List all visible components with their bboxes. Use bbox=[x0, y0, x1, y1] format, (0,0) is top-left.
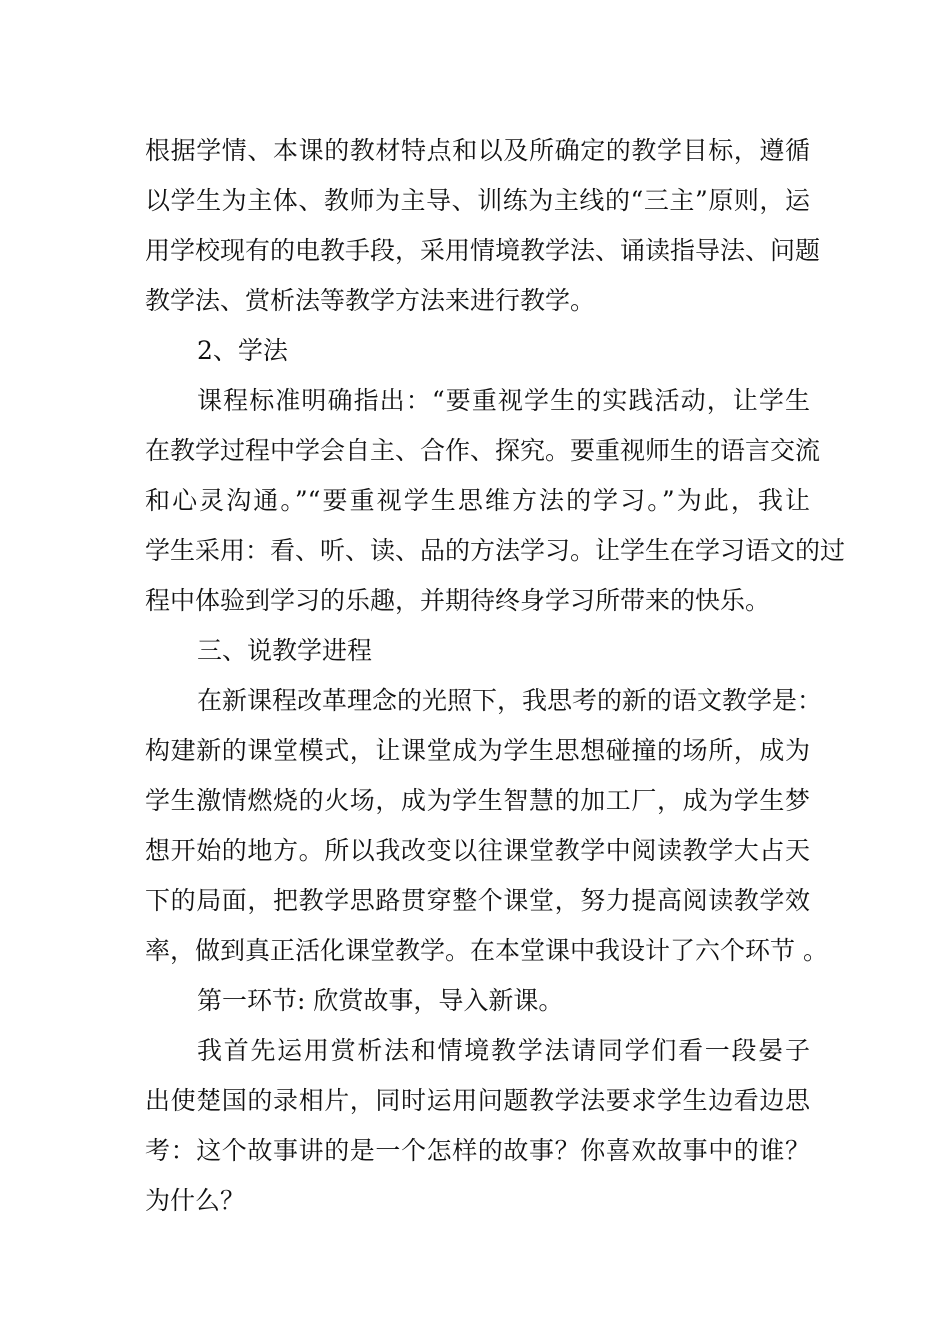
text-line: 出使楚国的录相片，同时运用问题教学法要求学生边看边思 bbox=[145, 1086, 810, 1115]
text-line: 为什么？ bbox=[145, 1186, 246, 1215]
document-body bbox=[145, 126, 846, 1226]
text-line: 在新课程改革理念的光照下，我思考的新的语文教学是： bbox=[197, 686, 823, 715]
text-line: 程中体验到学习的乐趣，并期待终身学习所带来的快乐。 bbox=[145, 586, 771, 615]
text-line: 在教学过程中学会自主、合作、探究。要重视师生的语言交流 bbox=[145, 436, 821, 465]
text-line: 根据学情、本课的教材特点和以及所确定的教学目标，遵循 bbox=[145, 136, 810, 165]
section-heading: 三、说教学进程 bbox=[197, 636, 373, 665]
text-line: 想开始的地方。所以我改变以往课堂教学中阅读教学大占天 bbox=[145, 836, 810, 865]
text-line: 教学法、赏析法等教学方法来进行教学。 bbox=[145, 286, 596, 315]
text-line: 我首先运用赏析法和情境教学法请同学们看一段晏子 bbox=[197, 1036, 810, 1065]
text-line: 学生采用：看、听、读、品的方法学习。让学生在学习语文的过 bbox=[145, 536, 846, 565]
text-line: 学生激情燃烧的火场，成为学生智慧的加工厂，成为学生梦 bbox=[145, 786, 810, 815]
text-line: 用学校现有的电教手段，采用情境教学法、诵读指导法、问题 bbox=[145, 236, 821, 265]
text-line: 和心灵沟通。”“要重视学生思维方法的学习。”为此，我让 bbox=[145, 486, 810, 515]
text-line: 下的局面，把教学思路贯穿整个课堂，努力提高阅读教学效 bbox=[145, 886, 810, 915]
text-line: 以学生为主体、教师为主导、训练为主线的“三主”原则，运 bbox=[145, 186, 810, 215]
text-line: 考：这个故事讲的是一个怎样的故事？你喜欢故事中的谁？ bbox=[145, 1136, 810, 1165]
section-heading: 2、学法 bbox=[197, 336, 288, 365]
text-line: 课程标准明确指出：“要重视学生的实践活动，让学生 bbox=[197, 386, 810, 415]
text-line: 率，做到真正活化课堂教学。在本堂课中我设计了六个环节 。 bbox=[145, 936, 828, 965]
text-line: 构建新的课堂模式，让课堂成为学生思想碰撞的场所，成为 bbox=[145, 736, 810, 765]
section-heading: 第一环节: 欣赏故事，导入新课。 bbox=[197, 986, 564, 1015]
